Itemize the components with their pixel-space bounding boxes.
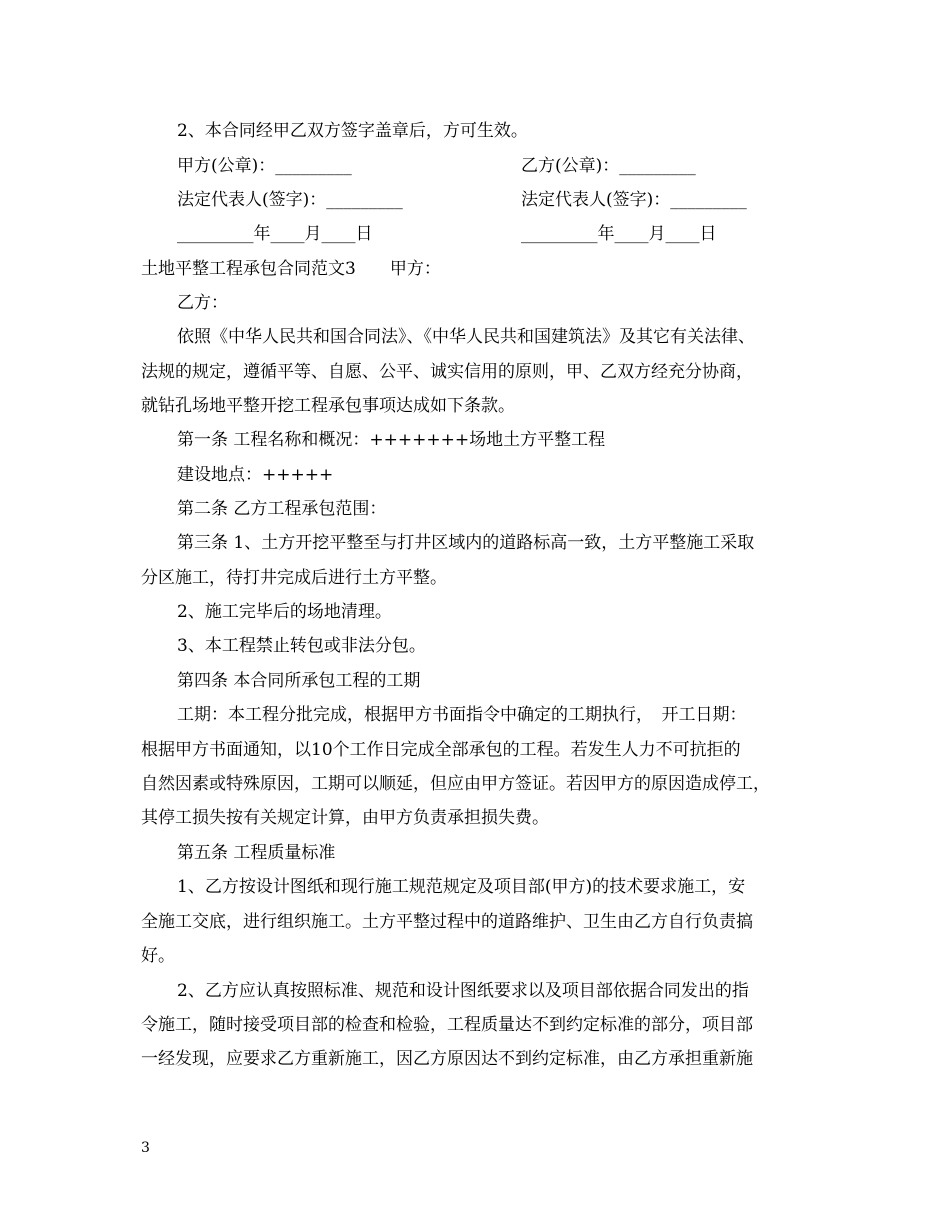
text-line: 1、乙方按设计图纸和现行施工规范规定及项目部(甲方)的技术要求施工，安 [177, 877, 746, 897]
party-b-seal-line: 乙方(公章)：_________ [521, 156, 696, 176]
text-line: 乙方： [177, 293, 228, 313]
text-line: 第四条 本合同所承包工程的工期 [177, 671, 421, 691]
text-line: 第一条 工程名称和概况：+++++++场地土方平整工程 [177, 430, 606, 450]
text-line: 根据甲方书面通知，以10个工作日完成全部承包的工程。若发生人力不可抗拒的 [141, 740, 741, 760]
text-line: 第五条 工程质量标准 [177, 843, 336, 863]
text-line: 自然因素或特殊原因，工期可以顺延，但应由甲方签证。若因甲方的原因造成停工， [141, 774, 770, 794]
text-line: 分区施工，待打井完成后进行土方平整。 [141, 568, 447, 588]
text-line: 2、本合同经甲乙双方签字盖章后，方可生效。 [177, 121, 528, 141]
section-title: 土地平整工程承包合同范文3 甲方： [141, 259, 441, 279]
text-line: 全施工交底，进行组织施工。土方平整过程中的道路维护、卫生由乙方自行负责搞 [141, 912, 753, 932]
text-line: 其停工损失按有关规定计算，由甲方负责承担损失费。 [141, 808, 549, 828]
text-line: 第二条 乙方工程承包范围： [177, 499, 387, 519]
text-line: 一经发现，应要求乙方重新施工，因乙方原因达不到约定标准，由乙方承担重新施 [141, 1049, 753, 1069]
text-line: 3、本工程禁止转包或非法分包。 [177, 636, 426, 656]
party-b-representative-line: 法定代表人(签字)：_________ [521, 190, 747, 210]
text-line: 就钻孔场地平整开挖工程承包事项达成如下条款。 [141, 396, 515, 416]
text-line: 依照《中华人民共和国合同法》、《中华人民共和国建筑法》及其它有关法律、 [177, 327, 755, 347]
text-line: 建设地点：+++++ [177, 465, 334, 485]
page-number: 3 [141, 1140, 150, 1156]
party-b-date-line: _________年____月____日 [521, 224, 717, 244]
party-a-representative-line: 法定代表人(签字)：_________ [177, 190, 403, 210]
text-line: 令施工，随时接受项目部的检查和检验，工程质量达不到约定标准的部分，项目部 [141, 1015, 753, 1035]
text-line: 第三条 1、土方开挖平整至与打井区域内的道路标高一致，土方平整施工采取 [177, 533, 755, 553]
text-line: 法规的规定，遵循平等、自愿、公平、诚实信用的原则，甲、乙双方经充分协商， [141, 362, 753, 382]
party-a-seal-line: 甲方(公章)：_________ [177, 156, 352, 176]
text-line: 好。 [141, 946, 175, 966]
text-line: 2、施工完毕后的场地清理。 [177, 602, 392, 622]
party-a-date-line: _________年____月____日 [177, 224, 373, 244]
text-line: 2、乙方应认真按照标准、规范和设计图纸要求以及项目部依据合同发出的指 [177, 981, 749, 1001]
text-line: 工期：本工程分批完成，根据甲方书面指令中确定的工期执行， 开工日期： [177, 705, 747, 725]
